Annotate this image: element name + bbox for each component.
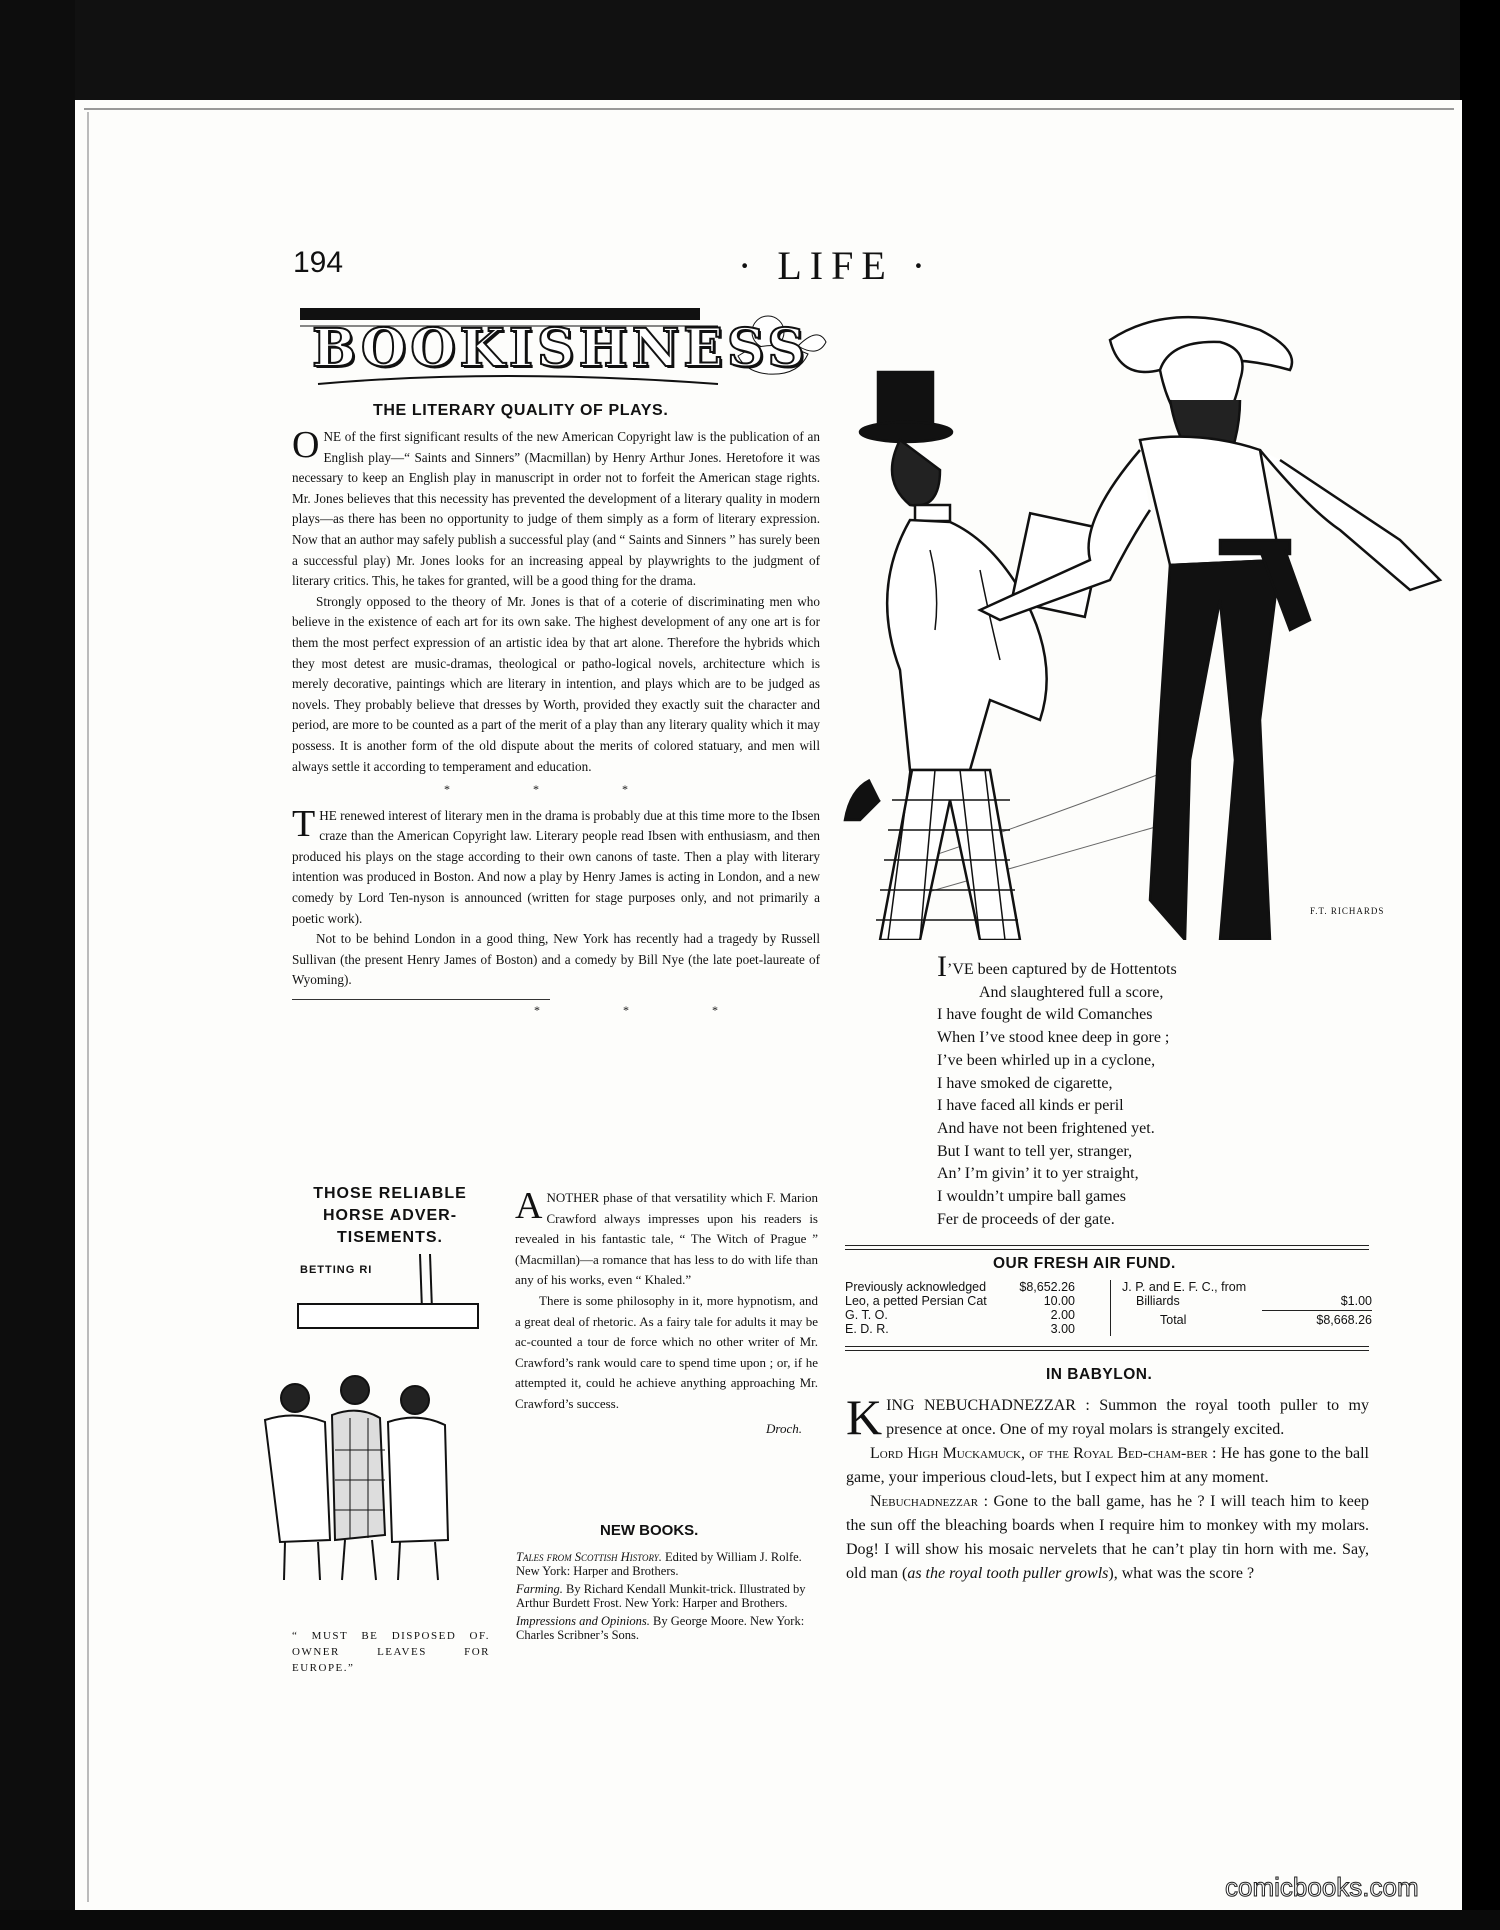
fund-total-rule [1262, 1310, 1372, 1311]
page-border-left [87, 112, 89, 1902]
article-literary-quality [292, 424, 820, 1021]
fund-row: G. T. O. 2.00 [845, 1308, 1075, 1322]
section-stars-2: * * * [534, 1003, 758, 1018]
book-item: Impressions and Opinions. By George Moore. New York: Charles Scribner’s Sons. [516, 1614, 805, 1642]
scan-background-right [1460, 0, 1500, 1930]
fund-total-row: Total $8,668.26 [1160, 1313, 1372, 1327]
horse-ads-heading: THOSE RELIABLE HORSE ADVER-TISEMENTS. [313, 1185, 467, 1246]
section-stars: * * * [444, 782, 668, 797]
signature-droch: Droch. [766, 1420, 802, 1436]
poem-line-text: ’VE been captured by de Hottentots [947, 961, 1177, 978]
paragraph-4: Not to be behind London in a good thing, New York has recently had a tragedy by Russell Sullivan (the present Henry James of Boston) and a comedy by Bill Nye (the late poet-laureate of Wyoming). [292, 931, 820, 988]
cowboy-umpire-illustration [840, 300, 1460, 940]
poem-line: And have not been frightened yet. [937, 1119, 1155, 1137]
book-item: Farming. By Richard Kendall Munkit-trick. Illustrated by Arthur Burdett Frost. New York: Harper and Brothers. [516, 1582, 806, 1610]
fund-row: Leo, a petted Persian Cat 10.00 [845, 1294, 1075, 1308]
scan-background-bottom [0, 1910, 1500, 1930]
babylon-paragraph-2: Lord High Muckamuck, of the Royal Bed-cham-ber : He has gone to the ball game, your imperious cloud-lets, but I expect him at any moment. [846, 1445, 1369, 1486]
watermark-text: comicbooks.com [1225, 1872, 1419, 1902]
fund-divider [1110, 1280, 1111, 1336]
poem-line: An’ I’m givin’ it to yer straight, [937, 1165, 1139, 1183]
poem-line: I have fought de wild Comanches [937, 1006, 1153, 1024]
bookishness-title-text: BOOKISHNESS [312, 318, 809, 379]
crawford-paragraph-1: NOTHER phase of that versatility which F. Marion Crawford always impresses upon his readers is revealed in his fantastic tale, “ The Witch of Prague ” (Macmillan)—a romance that has less to do with life than any of his works, even “ Khaled.” [515, 1190, 818, 1288]
poem-line: When I’ve stood knee deep in gore ; [937, 1029, 1170, 1047]
horse-ads-caption: “ MUST BE DISPOSED OF. OWNER LEAVES FOR EUROPE.” [292, 1630, 490, 1674]
article-witch-of-prague [515, 1185, 818, 1439]
article-in-babylon [846, 1389, 1369, 1586]
crawford-paragraph-2: There is some philosophy in it, more hypnotism, and a great deal of rhetoric. As a fairy tale for adults it may be ac-counted a tour de force which no other writer of Mr. Crawford’s rank would care to spend time upon ; or, if he attempted it, could he achieve anything approaching Mr. Crawford’s success. [515, 1292, 818, 1411]
babylon-paragraph-3: Nebuchadnezzar : Gone to the ball game, has he ? I will teach him to keep the sun off the bleaching boards when I require him to monkey with my molars. Dog! I will show his mosaic nervelets that he can’t play tin horn with me. Say, old man (as the royal tooth puller growls), what was the score ? [846, 1493, 1369, 1582]
drop-cap-t: T [292, 802, 316, 845]
masthead: · LIFE · [738, 243, 934, 288]
fund-rule-bottom [845, 1346, 1369, 1347]
fund-left-column [845, 1280, 1075, 1336]
fund-rule-bottom-2 [845, 1350, 1369, 1351]
fund-rule-top [845, 1245, 1369, 1246]
poem-line: I have faced all kinds er peril [937, 1097, 1124, 1115]
poem-line: But I want to tell yer, stranger, [937, 1142, 1133, 1160]
drop-cap-a: A [515, 1185, 543, 1227]
poem-line: I have smoked de cigarette, [937, 1074, 1113, 1092]
drop-cap-o: O [292, 424, 320, 466]
new-books-heading: NEW BOOKS. [600, 1522, 699, 1539]
scan-background-left [0, 0, 75, 1930]
in-babylon-heading: IN BABYLON. [1046, 1366, 1153, 1383]
page-number: 194 [293, 246, 344, 279]
fund-row: J. P. and E. F. C., from [1122, 1280, 1247, 1294]
paragraph-2: Strongly opposed to the theory of Mr. Jones is that of a coterie of discriminating men who believe in the existence of each art for its own sake. The highest development of any one art is for them the most perfect expression of an artistic idea by that art alone. Therefore the hybrids which they most detest are music-dramas, theological or patho-logical novels, architecture which is merely decorative, paintings which are literary in intention, and plays which are to be judged as novels. They probably believe that dresses by Worth, provided they exactly suit the character and period, are more to be counted as a part of the merit of a play than any literary quality which it may possess. It is another form of the old dispute about the merits of colored statuary, and men will always settle it according to temperament and education. [292, 593, 820, 774]
paragraph-1: NE of the first significant results of the new American Copyright law is the publication of an English play—“ Saints and Sinners” (Macmillan) by Henry Arthur Jones. Heretofore it was necessary to keep an English play in manuscript in order not to forfeit the American stage rights. Mr. Jones believes that this necessity has prevented the development of a literary quality in modern plays—as there has been no opportunity to judge of them simply as a form of literary expression. Now that an author may safely publish a successful play (and “ Saints and Sinners ” has surely been a successful play) Mr. Jones looks for an increasing appeal by playwrights to the judgment of literary critics. This, he takes for granted, will be a good thing for the drama. [292, 429, 820, 589]
drop-cap-k: K [846, 1389, 883, 1445]
book-item: Tales from Scottish History. Edited by William J. Rolfe. New York: Harper and Brothers. [516, 1550, 802, 1578]
fund-row: Previously acknowledged $8,652.26 [845, 1280, 1075, 1294]
babylon-paragraph-1: ING NEBUCHADNEZZAR : Summon the royal tooth puller to my presence at once. One of my royal molars is strangely excited. [886, 1397, 1369, 1438]
fund-row: E. D. R. 3.00 [845, 1322, 1075, 1336]
paragraph-3: HE renewed interest of literary men in the drama is probably due at this time more to the Ibsen craze than the American Copyright law. Literary people read Ibsen with enthusiasm, and then produced his plays on the stage according to their own canons of taste. Then a play with literary intention was produced in Boston. And now a play by Henry James is acting in London, and a new comedy by Lord Ten-nyson is announced (written for stage purposes only, and not primarily a poetic work). [292, 807, 820, 926]
poem-line: Fer de proceeds of der gate. [937, 1210, 1115, 1228]
page-border-top [84, 108, 1454, 110]
new-books-list [516, 1550, 819, 1646]
poem-line [937, 950, 1177, 983]
poem-line: And slaughtered full a score, [979, 983, 1164, 1001]
poem-line: I’ve been whirled up in a cyclone, [937, 1051, 1156, 1069]
poem-drop-cap: I [937, 950, 947, 983]
fresh-air-fund-heading: OUR FRESH AIR FUND. [993, 1255, 1176, 1272]
fund-rule-top-2 [845, 1249, 1369, 1250]
scan-background-top [0, 0, 1500, 100]
artist-signature: F.T. RICHARDS [1310, 906, 1385, 916]
poem [937, 950, 1177, 1231]
betting-sign-text: BETTING RI [300, 1264, 373, 1276]
horse-ads-illustration [240, 1250, 490, 1590]
poem-line: I wouldn’t umpire ball games [937, 1188, 1126, 1206]
fund-row: Billiards $1.00 [1136, 1294, 1372, 1308]
fund-right-column [1122, 1280, 1372, 1327]
article-heading-literary-quality: THE LITERARY QUALITY OF PLAYS. [373, 402, 669, 419]
